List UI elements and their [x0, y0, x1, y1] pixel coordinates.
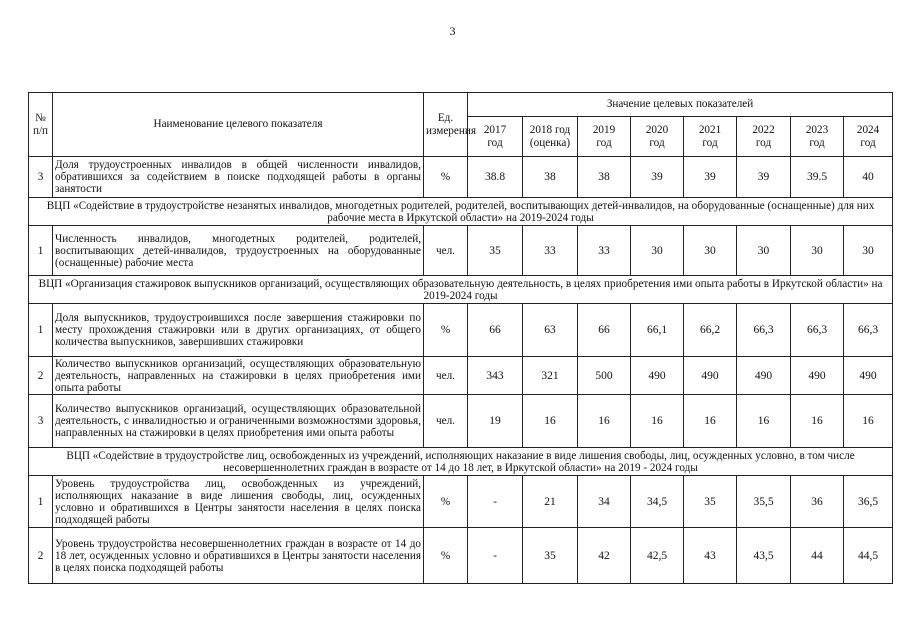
- value-cell: 44: [791, 528, 844, 584]
- value-cell: 38.8: [468, 157, 523, 198]
- indicator-name: Количество выпускников организаций, осуществляющих образовательной деятельность, с инвалидностью и ограниченными возможностями здоровья, направленных на стажировки в целях приобретения ими опыта работы: [53, 395, 424, 448]
- value-cell: 42: [578, 528, 631, 584]
- header-unit: Ед. измерения: [424, 93, 468, 157]
- value-cell: 490: [631, 357, 684, 395]
- unit: %: [424, 476, 468, 528]
- row-number: 1: [29, 226, 53, 276]
- value-cell: 30: [684, 226, 737, 276]
- value-cell: 44,5: [844, 528, 893, 584]
- value-cell: 500: [578, 357, 631, 395]
- header-year: 2020: [645, 123, 669, 136]
- value-cell: 35: [684, 476, 737, 528]
- section-header-row: [29, 448, 893, 476]
- table-row: [29, 157, 893, 198]
- header-year: 2022: [752, 123, 775, 136]
- value-cell: 38: [578, 157, 631, 198]
- header-year-cell: [523, 117, 578, 157]
- value-cell: 36,5: [844, 476, 893, 528]
- header-year-sub: год: [755, 136, 772, 149]
- value-cell: 30: [844, 226, 893, 276]
- header-year: 2024: [856, 123, 880, 136]
- table-row: [29, 528, 893, 584]
- value-cell: 40: [844, 157, 893, 198]
- section-header-row: [29, 198, 893, 226]
- value-cell: 66: [468, 304, 523, 357]
- header-year-sub: год: [487, 136, 503, 149]
- indicators-table: [28, 92, 893, 584]
- header-year-sub: (оценка): [529, 136, 571, 149]
- table-row: [29, 476, 893, 528]
- value-cell: 66: [578, 304, 631, 357]
- value-cell: 16: [737, 395, 791, 448]
- value-cell: 343: [468, 357, 523, 395]
- row-number: 3: [29, 157, 53, 198]
- header-year-cell: [684, 117, 737, 157]
- header-year: 2019: [592, 123, 616, 136]
- value-cell: 30: [791, 226, 844, 276]
- value-cell: 66,1: [631, 304, 684, 357]
- section-title: ВЦП «Содействие в трудоустройстве лиц, освобожденных из учреждений, исполняющих наказание в виде лишения свободы, лиц, осужденных условно, в том числе несовершеннолетних граждан в возрасте от 14 до 18 лет, в Иркутской области» на 2019 - 2024 годы: [29, 448, 893, 476]
- row-number: 1: [29, 476, 53, 528]
- row-number: 2: [29, 528, 53, 584]
- value-cell: 490: [737, 357, 791, 395]
- value-cell: 21: [523, 476, 578, 528]
- row-number: 3: [29, 395, 53, 448]
- value-cell: 66,3: [791, 304, 844, 357]
- value-cell: 490: [791, 357, 844, 395]
- indicator-name: Уровень трудоустройства лиц, освобожденных из учреждений, исполняющих наказание в виде лишения свободы, лиц, осужденных условно и обратившихся в Центры занятости населения в целях поиска подходящей работы: [53, 476, 424, 528]
- row-number: 1: [29, 304, 53, 357]
- unit: %: [424, 304, 468, 357]
- header-year: 2017: [483, 123, 507, 136]
- indicator-name: Доля трудоустроенных инвалидов в общей численности инвалидов, обратившихся за содействием в поиске подходящей работы в органы занятости: [53, 157, 424, 198]
- header-year-sub: год: [596, 136, 612, 149]
- value-cell: 38: [523, 157, 578, 198]
- value-cell: 16: [844, 395, 893, 448]
- value-cell: 16: [523, 395, 578, 448]
- header-num: № п/п: [29, 93, 53, 157]
- section-header-row: [29, 276, 893, 304]
- header-year-cell: [791, 117, 844, 157]
- page-number: 3: [449, 24, 456, 38]
- value-cell: 19: [468, 395, 523, 448]
- unit: %: [424, 528, 468, 584]
- value-cell: 42,5: [631, 528, 684, 584]
- value-cell: 39.5: [791, 157, 844, 198]
- header-year-cell: [578, 117, 631, 157]
- value-cell: 33: [578, 226, 631, 276]
- value-cell: 39: [631, 157, 684, 198]
- header-year: 2021: [698, 123, 722, 136]
- value-cell: 33: [523, 226, 578, 276]
- value-cell: 43: [684, 528, 737, 584]
- table-row: [29, 395, 893, 448]
- value-cell: 16: [791, 395, 844, 448]
- unit: %: [424, 157, 468, 198]
- value-cell: 39: [684, 157, 737, 198]
- table-row: [29, 357, 893, 395]
- section-title: ВЦП «Содействие в трудоустройстве незанятых инвалидов, многодетных родителей, родителей, воспитывающих детей-инвалидов, на оборудованные (оснащенные) для них рабочие места в Иркутской области» на 2019-2024 годы: [29, 198, 893, 226]
- value-cell: 35: [468, 226, 523, 276]
- value-cell: 35,5: [737, 476, 791, 528]
- value-cell: 34: [578, 476, 631, 528]
- indicator-name: Количество выпускников организаций, осуществляющих образовательную деятельность, направленных на стажировки в целях приобретения ими опыта работы: [53, 357, 424, 395]
- table-body: [29, 157, 893, 584]
- indicator-name: Доля выпускников, трудоустроившихся после завершения стажировки по месту прохождения стажировки или в других организациях, от общего количества выпускников, завершивших стажировки: [53, 304, 424, 357]
- header-name: Наименование целевого показателя: [53, 93, 424, 157]
- value-cell: 36: [791, 476, 844, 528]
- value-cell: 63: [523, 304, 578, 357]
- header-year-cell: [631, 117, 684, 157]
- header-year: 2023: [805, 123, 829, 136]
- header-year-cell: [844, 117, 893, 157]
- unit: чел.: [424, 395, 468, 448]
- value-cell: 16: [631, 395, 684, 448]
- unit: чел.: [424, 226, 468, 276]
- value-cell: 16: [684, 395, 737, 448]
- table-row: [29, 304, 893, 357]
- value-cell: 30: [737, 226, 791, 276]
- value-cell: 490: [684, 357, 737, 395]
- value-cell: 34,5: [631, 476, 684, 528]
- value-cell: 66,2: [684, 304, 737, 357]
- section-title: ВЦП «Организация стажировок выпускников организаций, осуществляющих образовательную деятельность, в целях приобретения ими опыта работы в Иркутской области» на 2019-2024 годы: [29, 276, 893, 304]
- value-cell: 43,5: [737, 528, 791, 584]
- value-cell: 66,3: [737, 304, 791, 357]
- header-year-sub: год: [860, 136, 876, 149]
- value-cell: 35: [523, 528, 578, 584]
- value-cell: 490: [844, 357, 893, 395]
- value-cell: 16: [578, 395, 631, 448]
- value-cell: -: [468, 528, 523, 584]
- indicator-name: Численность инвалидов, многодетных родителей, родителей, воспитывающих детей-инвалидов, трудоустроенных на оборудованные (оснащенные) рабочие места: [53, 226, 424, 276]
- value-cell: 39: [737, 157, 791, 198]
- header-year: 2018 год: [529, 123, 571, 136]
- value-cell: 30: [631, 226, 684, 276]
- header-values-title: Значение целевых показателей: [468, 93, 893, 117]
- value-cell: -: [468, 476, 523, 528]
- unit: чел.: [424, 357, 468, 395]
- row-number: 2: [29, 357, 53, 395]
- header-year-sub: год: [809, 136, 825, 149]
- header-year-sub: год: [649, 136, 665, 149]
- indicator-name: Уровень трудоустройства несовершеннолетних граждан в возрасте от 14 до 18 лет, осужденных условно и обратившихся в Центры занятости населения в целях поиска подходящей работы: [53, 528, 424, 584]
- header-year-sub: год: [702, 136, 718, 149]
- value-cell: 321: [523, 357, 578, 395]
- header-year-cell: [737, 117, 791, 157]
- table-row: [29, 226, 893, 276]
- value-cell: 66,3: [844, 304, 893, 357]
